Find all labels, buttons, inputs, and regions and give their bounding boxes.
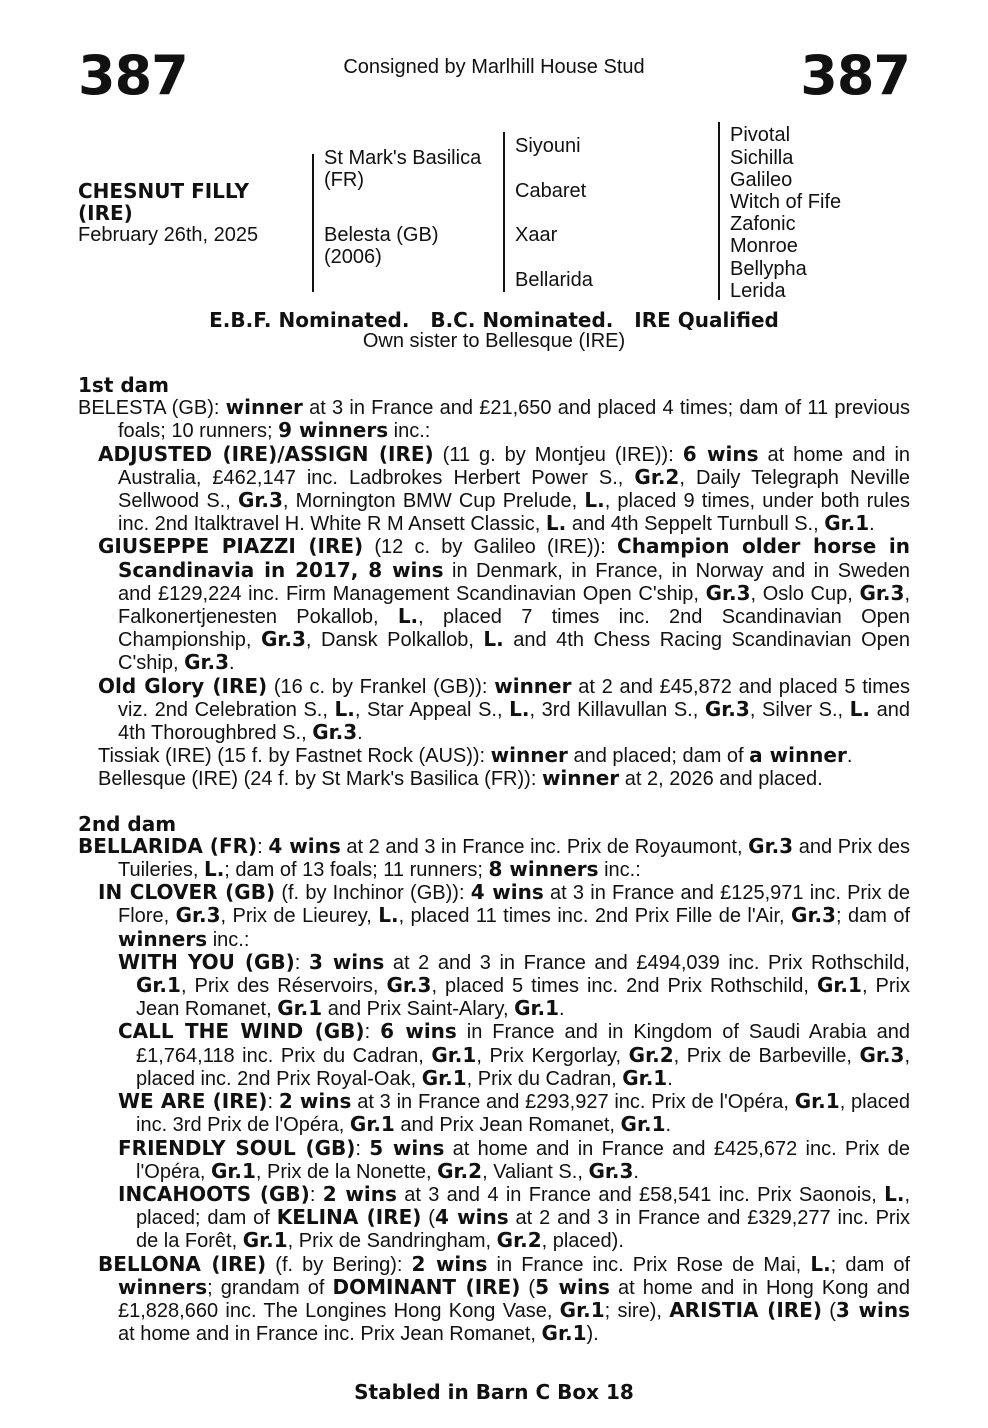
pedigree-gen3-bellypha: Bellypha (730, 258, 807, 280)
first-dam-entry: Bellesque (IRE) (24 f. by St Mark's Basilica (FR)): winner at 2, 2026 and placed. (98, 766, 823, 791)
first-dam-entry: GIUSEPPE PIAZZI (IRE) (12 c. by Galileo (IRE)): Champion older horse in Scandinavia in 2017, 8 wins in Denmark, in France, in Norway and in Sweden and £129,224 inc. Firm Management Scandinavian Open C'ship, Gr.3, Oslo Cup, Gr.3, Falkonertjenesten Pokallob, L., placed 7 times inc. 2nd Scandinavian Open Championship, Gr.3, Dansk Polkallob, L. and 4th Chess Racing Scandinavian Open C'ship, Gr.3. (98, 534, 911, 675)
pedigree-gen2-cabaret: Cabaret (515, 180, 587, 202)
lot-number-right: 387 (800, 44, 910, 107)
pedigree-gen3-zafonic: Zafonic (730, 213, 796, 235)
first-dam-entry: BELESTA (GB): winner at 3 in France and £21,650 and placed 4 times; dam of 11 previous foals; 10 runners; 9 winners inc.: (78, 395, 910, 443)
lot-number-left: 387 (78, 44, 188, 107)
first-dam-entry: Old Glory (IRE) (16 c. by Frankel (GB)): winner at 2 and £45,872 and placed 5 times viz. 2nd Celebration S., L., Star Appeal S., L., 3rd Killavullan S., Gr.3, Silver S., L. and 4th Thoroughbred S., Gr.3. (98, 673, 910, 745)
pedigree-gen2-xaar: Xaar (515, 224, 558, 246)
first-dam-heading: 1st dam (78, 373, 169, 397)
pedigree-line-gen3 (718, 122, 720, 300)
second-dam-entry: BELLONA (IRE) (f. by Bering): 2 wins in France inc. Prix Rose de Mai, L.; dam of winners; grandam of DOMINANT (IRE) (5 wins at home and in Hong Kong and £1,828,660 inc. The Longines Hong Kong Vase, Gr.1; sire), ARISTIA (IRE) (3 wins at home and in France inc. Prix Jean Romanet, Gr.1). (98, 1251, 911, 1346)
pedigree-gen3-monroe: Monroe (730, 235, 798, 257)
pedigree-gen3-galileo: Galileo (730, 169, 793, 191)
pedigree-dam: Belesta (GB) (324, 224, 439, 246)
pedigree-gen3-sichilla: Sichilla (730, 147, 794, 169)
second-dam-entry: WE ARE (IRE): 2 wins at 3 in France and £293,927 inc. Prix de l'Opéra, Gr.1, placed inc. 3rd Prix de l'Opéra, Gr.1 and Prix Jean Romanet, Gr.1. (118, 1089, 910, 1137)
pedigree-gen2-siyouni: Siyouni (515, 135, 581, 157)
second-dam-heading: 2nd dam (78, 811, 177, 836)
pedigree-gen3-lerida: Lerida (730, 280, 786, 302)
horse-name: CHESNUT FILLY (IRE) (78, 179, 250, 225)
second-dam-entry: CALL THE WIND (GB): 6 wins in France and in Kingdom of Saudi Arabia and £1,764,118 inc. Prix du Cadran, Gr.1, Prix Kergorlay, Gr.2, Prix de Barbeville, Gr.3, placed inc. 2nd Prix Royal-Oak, Gr.1, Prix du Cadran, Gr.1. (118, 1019, 910, 1090)
second-dam-section (78, 835, 910, 1345)
consignor: Consigned by Marlhill House Stud (343, 56, 645, 78)
nomination-status: E.B.F. Nominated. B.C. Nominated. IRE Qualified (209, 308, 779, 332)
pedigree-gen2-bellarida: Bellarida (515, 269, 593, 291)
pedigree-dam-year: (2006) (324, 246, 382, 268)
pedigree-gen3-witch-of-fife: Witch of Fife (730, 191, 842, 213)
first-dam-entry: Tissiak (IRE) (15 f. by Fastnet Rock (AUS)): winner and placed; dam of a winner. (98, 743, 853, 768)
second-dam-entry: INCAHOOTS (GB): 2 wins at 3 and 4 in France and £58,541 inc. Prix Saonois, L., placed; dam of KELINA (IRE) (4 wins at 2 and 3 in France and £329,277 inc. Prix de la Forêt, Gr.1, Prix de Sandringham, Gr.2, placed). (118, 1181, 911, 1253)
first-dam-section (78, 396, 910, 790)
stabled-location: Stabled in Barn C Box 18 (354, 1380, 634, 1404)
pedigree-line-sire-dam (312, 154, 314, 292)
second-dam-entry: FRIENDLY SOUL (GB): 5 wins at home and in France and £425,672 inc. Prix de l'Opéra, Gr.1, Prix de la Nonette, Gr.2, Valiant S., Gr.3. (118, 1135, 910, 1183)
pedigree-line-gen2 (503, 132, 505, 292)
catalogue-body (78, 374, 910, 1345)
pedigree-sire: St Mark's Basilica (FR) (324, 147, 482, 191)
second-dam-entry: IN CLOVER (GB) (f. by Inchinor (GB)): 4 wins at 3 in France and £125,971 inc. Prix de Flore, Gr.3, Prix de Lieurey, L., placed 11 times inc. 2nd Prix Fille de l'Air, Gr.3; dam of winners inc.: (98, 880, 911, 951)
second-dam-entry: BELLARIDA (FR): 4 wins at 2 and 3 in France inc. Prix de Royaumont, Gr.3 and Prix des Tuileries, L.; dam of 13 foals; 11 runners; 8 winners inc.: (78, 833, 910, 882)
foaling-date: February 26th, 2025 (78, 224, 259, 246)
first-dam-entry: ADJUSTED (IRE)/ASSIGN (IRE) (11 g. by Montjeu (IRE)): 6 wins at home and in Australia, £462,147 inc. Ladbrokes Herbert Power S., Gr.2, Daily Telegraph Neville Sellwood S., Gr.3, Mornington BMW Cup Prelude, L., placed 9 times, under both rules inc. 2nd Italktravel H. White R M Ansett Classic, L. and 4th Seppelt Turnbull S., Gr.1. (98, 441, 911, 536)
own-sister-note: Own sister to Bellesque (IRE) (362, 330, 626, 352)
section-spacer (78, 791, 910, 813)
second-dam-entry: WITH YOU (GB): 3 wins at 2 and 3 in France and £494,039 inc. Prix Rothschild, Gr.1, Prix des Réservoirs, Gr.3, placed 5 times inc. 2nd Prix Rothschild, Gr.1, Prix Jean Romanet, Gr.1 and Prix Saint-Alary, Gr.1. (118, 949, 910, 1021)
pedigree-gen3-pivotal: Pivotal (730, 124, 791, 146)
